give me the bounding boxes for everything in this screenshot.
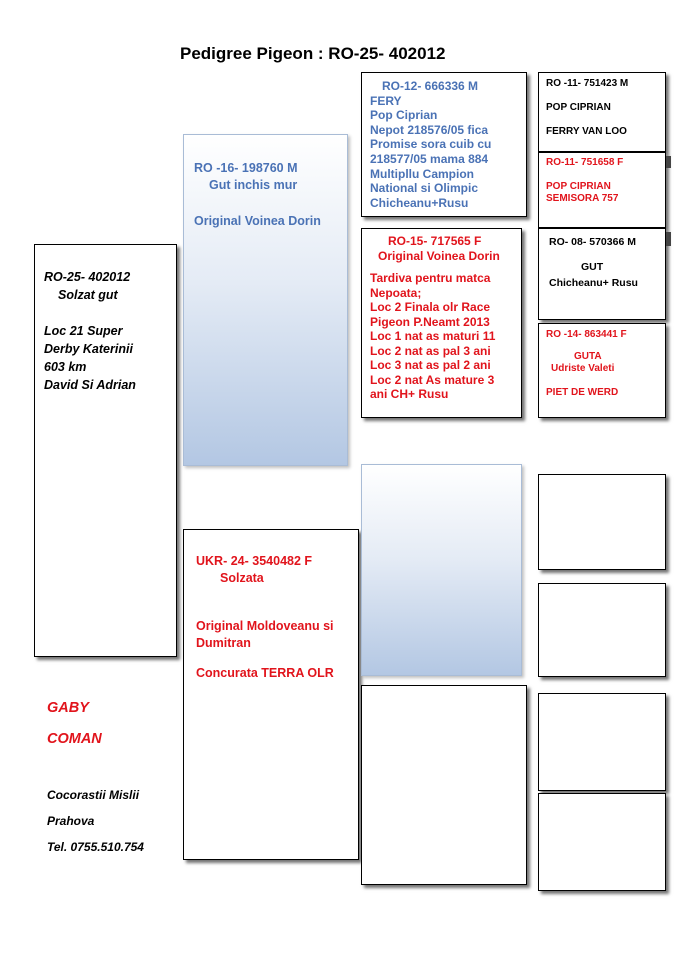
ggp4-line1: GUTA [574,351,602,362]
dam-color: Solzata [220,571,264,585]
sire-sire-line-5: Promise sora cuib cu [370,137,492,152]
ggp-box-7 [538,693,666,791]
dam-origin-1: Original Moldoveanu si [196,619,334,633]
subject-result-3: 603 km [44,360,87,374]
ggp4-line2: Udriste Valeti [551,363,615,374]
ggp1-line2: FERRY VAN LOO [546,126,627,137]
sire-sire-line-7: Multipllu Campion [370,166,474,181]
ggp4-ring: RO -14- 863441 F [546,329,627,340]
sire-dam-box [361,228,522,418]
dam-note: Concurata TERRA OLR [196,666,334,680]
ggp1-line1: POP CIPRIAN [546,102,611,113]
sire-sire-line-6: 218577/05 mama 884 [370,151,489,166]
sire-dam-line-2: Nepoata; [370,285,422,300]
ggp2-line2: SEMISORA 757 [546,193,619,204]
subject-result-2: Derby Katerinii [44,342,133,356]
dam-box [183,529,359,860]
owner-phone: Tel. 0755.510.754 [47,840,144,854]
owner-first-name: GABY [47,700,89,716]
ggp-box-4 [538,323,666,418]
sire-dam-line-4: Pigeon P.Neamt 2013 [370,314,490,329]
subject-result-4: David Si Adrian [44,378,136,392]
sire-dam-ring: RO-15- 717565 F [388,234,482,248]
sire-dam-line-3: Loc 2 Finala olr Race [370,300,491,314]
sire-dam-line-1: Tardiva pentru matca [370,271,491,285]
sire-sire-ring: RO-12- 666336 M [382,79,479,93]
owner-last-name: COMAN [47,731,102,747]
ggp-box-3 [538,228,666,320]
sire-origin: Original Voinea Dorin [194,214,321,228]
ggp-box-8 [538,793,666,891]
owner-county: Prahova [47,814,95,828]
ggp1-ring: RO -11- 751423 M [546,78,629,89]
sire-box [183,134,348,466]
subject-ring: RO-25- 402012 [44,270,131,284]
ggp-box-5 [538,474,666,570]
sire-sire-line-8: National si Olimpic [370,181,479,196]
page-title: Pedigree Pigeon : RO-25- 402012 [180,44,446,63]
sire-ring: RO -16- 198760 M [194,161,298,175]
dam-dam-box [361,685,527,885]
sire-dam-line-9: ani CH+ Rusu [370,387,449,401]
sire-dam-line-5: Loc 1 nat as maturi 11 [370,329,496,343]
edge-mark-1 [666,156,671,168]
ggp4-line3: PIET DE WERD [546,387,619,398]
sire-color: Gut inchis mur [209,178,298,192]
sire-dam-line-8: Loc 2 nat As mature 3 [370,372,495,387]
dam-ring: UKR- 24- 3540482 F [196,554,313,568]
owner-info [47,698,182,855]
sire-sire-box [361,72,527,217]
sire-sire-line-9: Chicheanu+Rusu [370,195,469,210]
ggp2-line1: POP CIPRIAN [546,181,611,192]
sire-sire-line-4: Nepot 218576/05 fica [370,122,489,137]
dam-origin-2: Dumitran [196,636,251,650]
sire-sire-line-2: FERY [370,93,402,108]
sire-sire-line-3: Pop Ciprian [370,108,438,123]
subject-box [34,244,177,657]
ggp3-line1: GUT [581,261,604,273]
subject-result-1: Loc 21 Super [44,324,123,338]
ggp-box-2 [538,152,666,228]
ggp3-line2: Chicheanu+ Rusu [549,277,638,289]
sire-dam-line-7: Loc 3 nat as pal 2 ani [370,358,491,372]
ggp3-ring: RO- 08- 570366 M [549,236,636,248]
dam-sire-box [361,464,522,676]
edge-mark-2 [666,232,671,246]
subject-color: Solzat gut [58,288,118,302]
ggp-box-6 [538,583,666,677]
ggp2-ring: RO-11- 751658 F [546,157,624,168]
sire-dam-origin: Original Voinea Dorin [378,248,500,263]
ggp-box-1 [538,72,666,152]
sire-dam-line-6: Loc 2 nat as pal 3 ani [370,343,491,358]
owner-locality: Cocorastii Mislii [47,788,140,802]
